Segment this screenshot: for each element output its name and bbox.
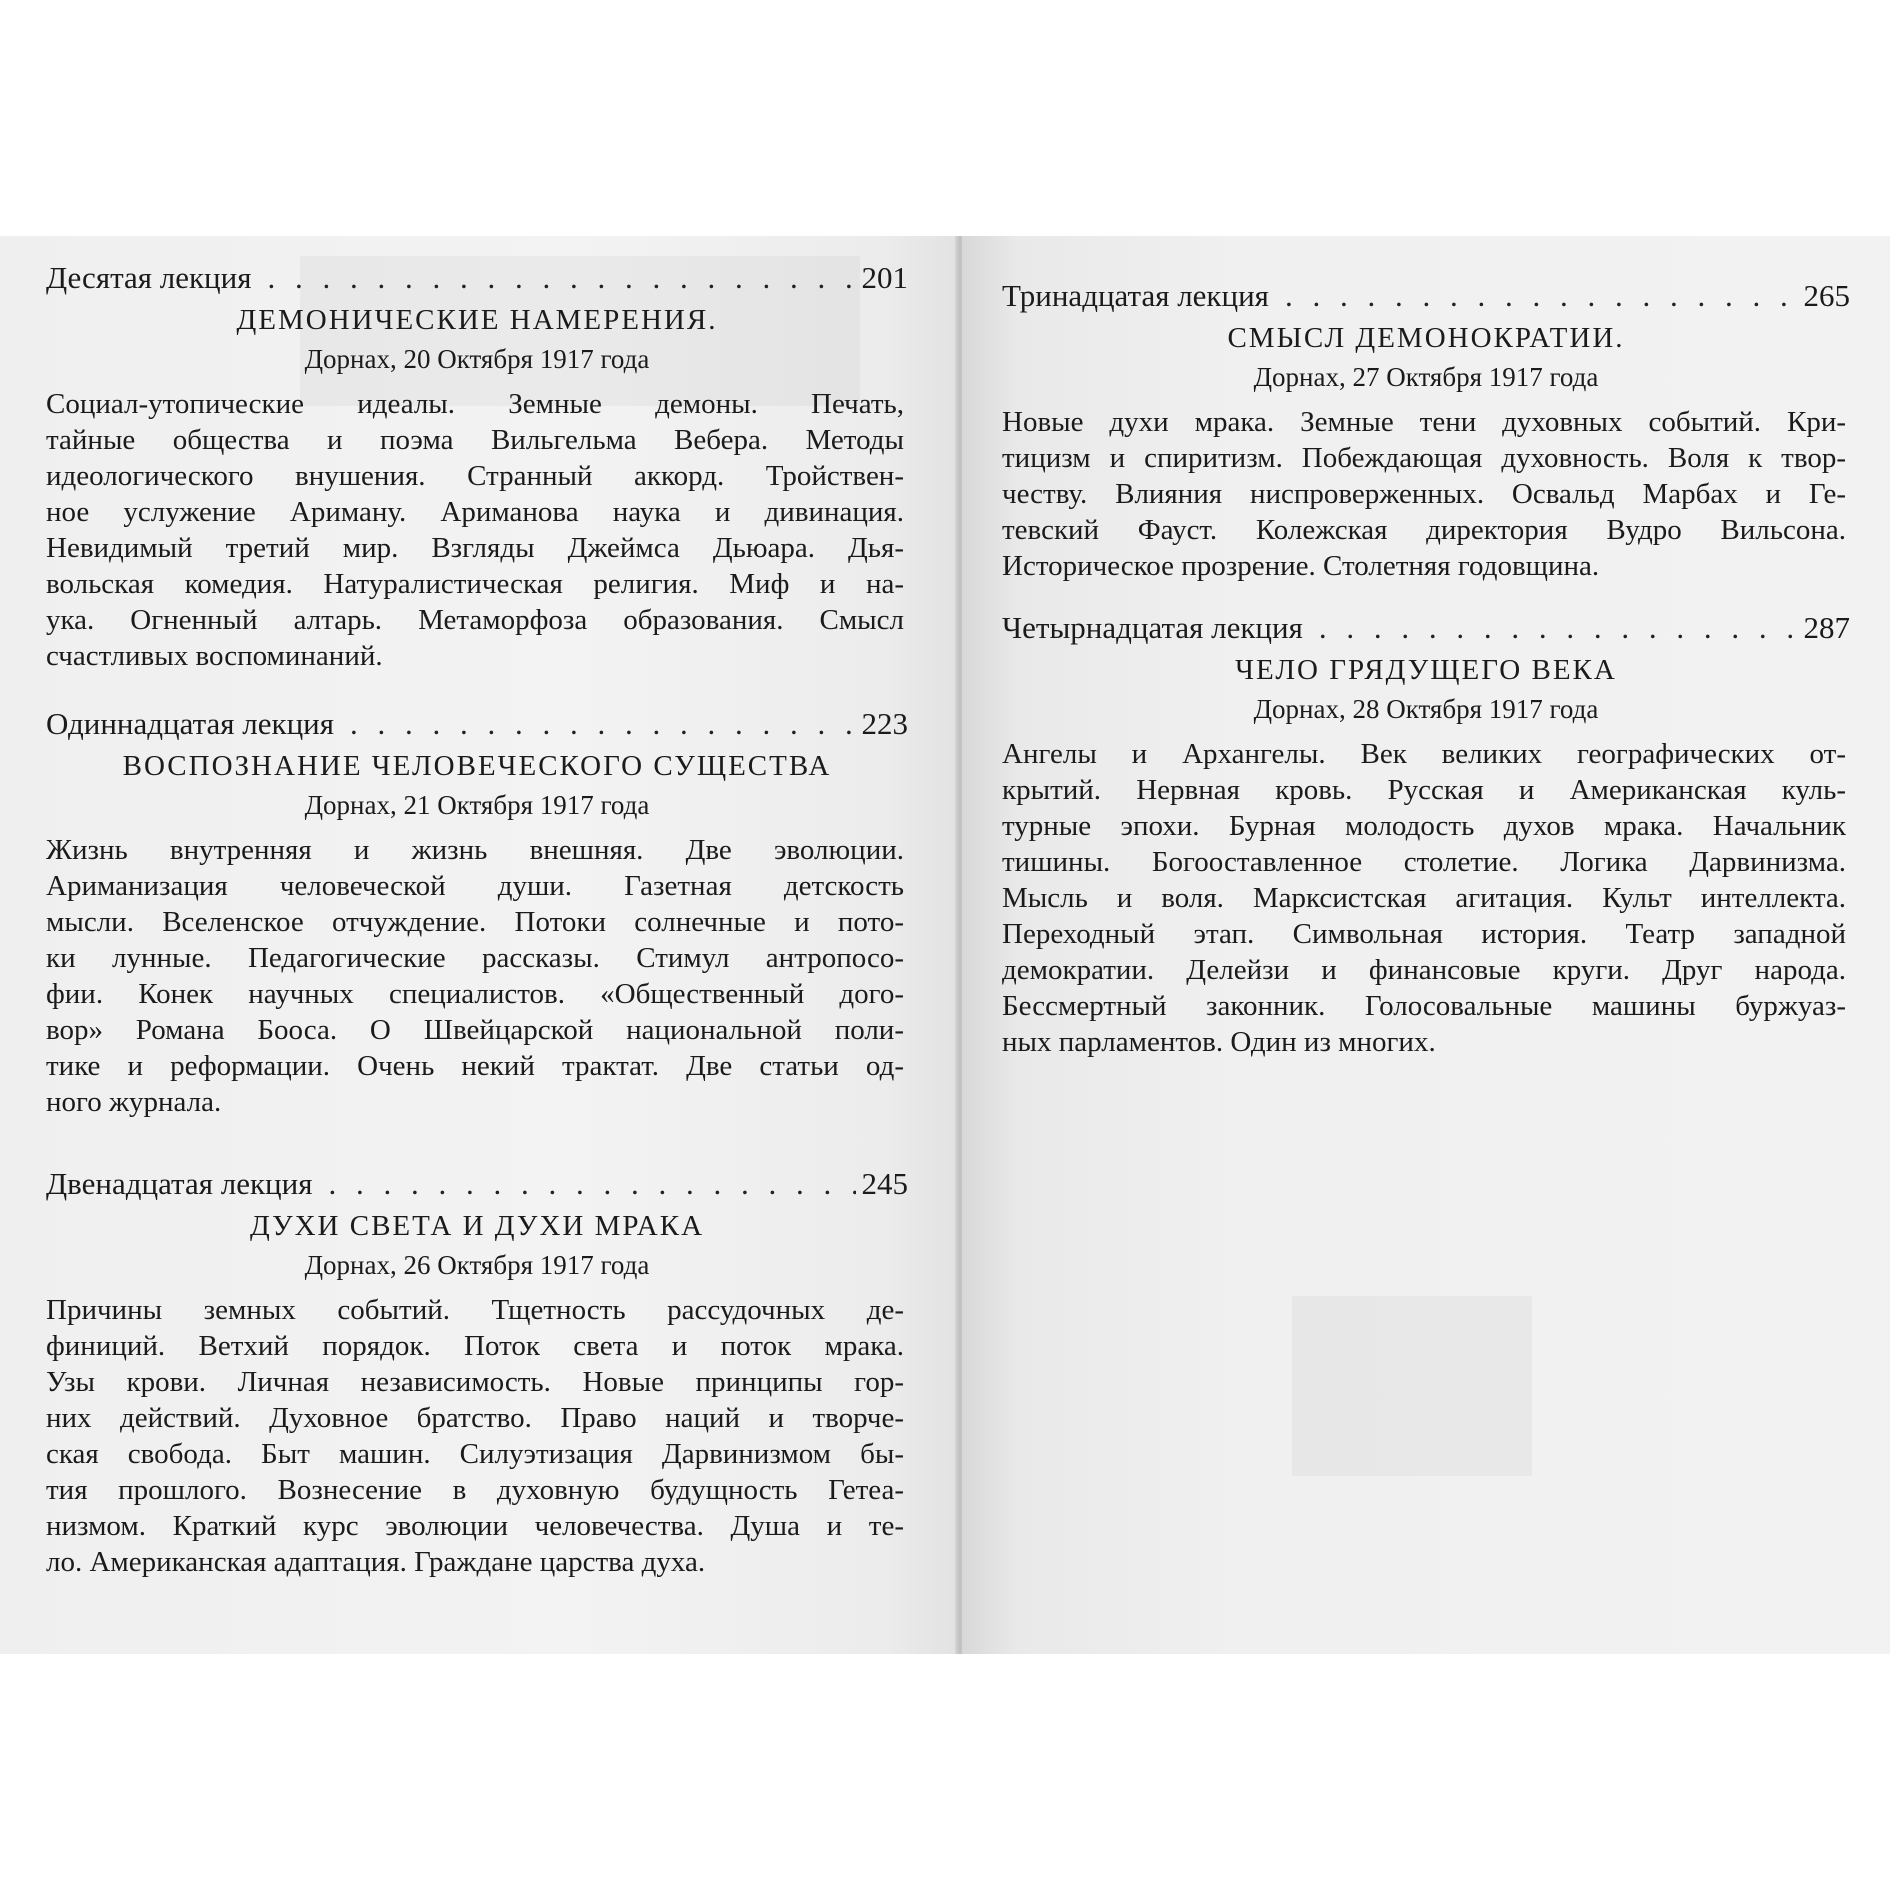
toc-entry-lecture-14[interactable] [1002,608,1850,1060]
lecture-name: Двенадцатая лекция [46,1166,313,1201]
summary-line: вольская комедия. Натуралистическая религия. Миф и на- [46,568,904,600]
summary-line: Историческое прозрение. Столетняя годовщина. [1002,550,1600,582]
lecture-heading-line [46,704,908,744]
lecture-name: Десятая лекция [46,260,252,295]
place-date: Дорнах, 27 Октября 1917 года [1253,362,1599,392]
summary-line: низмом. Краткий курс эволюции человечества. Душа и те- [46,1510,904,1542]
lecture-name: Одиннадцатая лекция [46,706,335,741]
summary-line: счастливых воспоминаний. [46,640,383,672]
page-number: 245 [861,1166,908,1201]
summary-line: мысли. Вселенское отчуждение. Потоки солнечные и пото- [46,906,904,938]
summary-line: них действий. Духовное братство. Право наций и творче- [46,1402,904,1434]
page-number: 201 [861,260,908,295]
summary-line: Мысль и воля. Марксистская агитация. Культ интеллекта. [1002,882,1846,914]
dot-leader [1269,276,1798,316]
right-page [962,236,1890,1654]
lecture-heading-line [46,1164,908,1204]
summary-line: вор» Романа Бооса. О Швейцарской национальной поли- [46,1014,904,1046]
summary-line: тия прошлого. Вознесение в духовную будущность Гетеа- [46,1474,904,1506]
summary-line: демократии. Делейзи и финансовые круги. Друг народа. [1002,954,1846,986]
summary-line: Бессмертный законник. Голосовальные машины буржуаз- [1002,990,1846,1022]
toc-entry-lecture-12[interactable] [46,1164,908,1580]
lecture-summary [46,1292,908,1580]
summary-line: Ангелы и Архангелы. Век великих географических от- [1002,738,1846,770]
summary-line: Ариманизация человеческой души. Газетная детскость [46,870,904,902]
summary-line: тишины. Богооставленное столетие. Логика Дарвинизма. [1002,846,1846,878]
lecture-summary [46,832,908,1120]
place-date: Дорнах, 21 Октября 1917 года [304,790,650,820]
summary-line: фии. Конек научных специалистов. «Общественный дого- [46,978,904,1010]
summary-line: идеологического внушения. Странный аккорд. Тройствен- [46,460,904,492]
summary-line: ская свобода. Быт машин. Силуэтизация Дарвинизмом бы- [46,1438,904,1470]
toc-entry-lecture-13[interactable] [1002,276,1850,584]
left-page [0,236,958,1654]
summary-line: Переходный этап. Символьная история. Театр западной [1002,918,1846,950]
summary-line: ных парламентов. Один из многих. [1002,1026,1436,1058]
dot-leader [312,1164,855,1204]
lecture-heading-line [46,258,908,298]
lecture-name: Тринадцатая лекция [1002,278,1269,313]
summary-line: Жизнь внутренняя и жизнь внешняя. Две эволюции. [46,834,904,866]
summary-line: ука. Огненный алтарь. Метаморфоза образования. Смысл [46,604,904,636]
summary-line: тике и реформации. Очень некий трактат. Две статьи од- [46,1050,904,1082]
place-date: Дорнах, 20 Октября 1917 года [304,344,650,374]
summary-line: турные эпохи. Бурная молодость духов мрака. Начальник [1002,810,1846,842]
lecture-heading-line [1002,276,1850,316]
summary-line: крытий. Нервная кровь. Русская и Американская куль- [1002,774,1846,806]
summary-line: Социал-утопические идеалы. Земные демоны. Печать, [46,388,904,420]
summary-line: Причины земных событий. Тщетность рассудочных де- [46,1294,904,1326]
lecture-heading-line [1002,608,1850,648]
toc-entry-lecture-11[interactable] [46,704,908,1120]
lecture-title: ЧЕЛО ГРЯДУЩЕГО ВЕКА [1235,654,1617,686]
place-date: Дорнах, 26 Октября 1917 года [304,1250,650,1280]
lecture-title: СМЫСЛ ДЕМОНОКРАТИИ. [1227,322,1625,354]
lecture-title: ДУХИ СВЕТА И ДУХИ МРАКА [249,1210,705,1242]
summary-line: Новые духи мрака. Земные тени духовных событий. Кри- [1002,406,1846,438]
summary-line: Невидимый третий мир. Взгляды Джеймса Дьюара. Дья- [46,532,904,564]
place-date: Дорнах, 28 Октября 1917 года [1253,694,1599,724]
lecture-title: ДЕМОНИЧЕСКИЕ НАМЕРЕНИЯ. [236,304,718,336]
lecture-name: Четырнадцатая лекция [1002,610,1303,645]
page-number: 287 [1803,610,1850,645]
lecture-summary [46,386,908,674]
summary-line: тицизм и спиритизм. Побеждающая духовность. Воля к твор- [1002,442,1846,474]
lecture-summary [1002,736,1850,1060]
summary-line: финиций. Ветхий порядок. Поток света и поток мрака. [46,1330,904,1362]
summary-line: Узы крови. Личная независимость. Новые принципы гор- [46,1366,904,1398]
summary-line: ки лунные. Педагогические рассказы. Стимул антропосо- [46,942,904,974]
summary-line: тайные общества и поэма Вильгельма Вебера. Методы [46,424,904,456]
summary-line: ное услужение Ариману. Ариманова наука и дивинация. [46,496,904,528]
show-through-shadow [1292,1296,1532,1476]
page-number: 265 [1803,278,1850,313]
lecture-title: ВОСПОЗНАНИЕ ЧЕЛОВЕЧЕСКОГО СУЩЕСТВА [122,750,832,782]
toc-entry-lecture-10[interactable] [46,258,908,674]
dot-leader [252,258,856,298]
summary-line: тевский Фауст. Колежская директория Вудро Вильсона. [1002,514,1846,546]
summary-line: ло. Американская адаптация. Граждане царства духа. [46,1546,706,1578]
summary-line: ного журнала. [46,1086,222,1118]
dot-leader [334,704,855,744]
lecture-summary [1002,404,1850,584]
dot-leader [1303,608,1798,648]
summary-line: честву. Влияния ниспроверженных. Освальд Марбах и Ге- [1002,478,1846,510]
book-spread [0,236,1890,1654]
page-number: 223 [861,706,908,741]
